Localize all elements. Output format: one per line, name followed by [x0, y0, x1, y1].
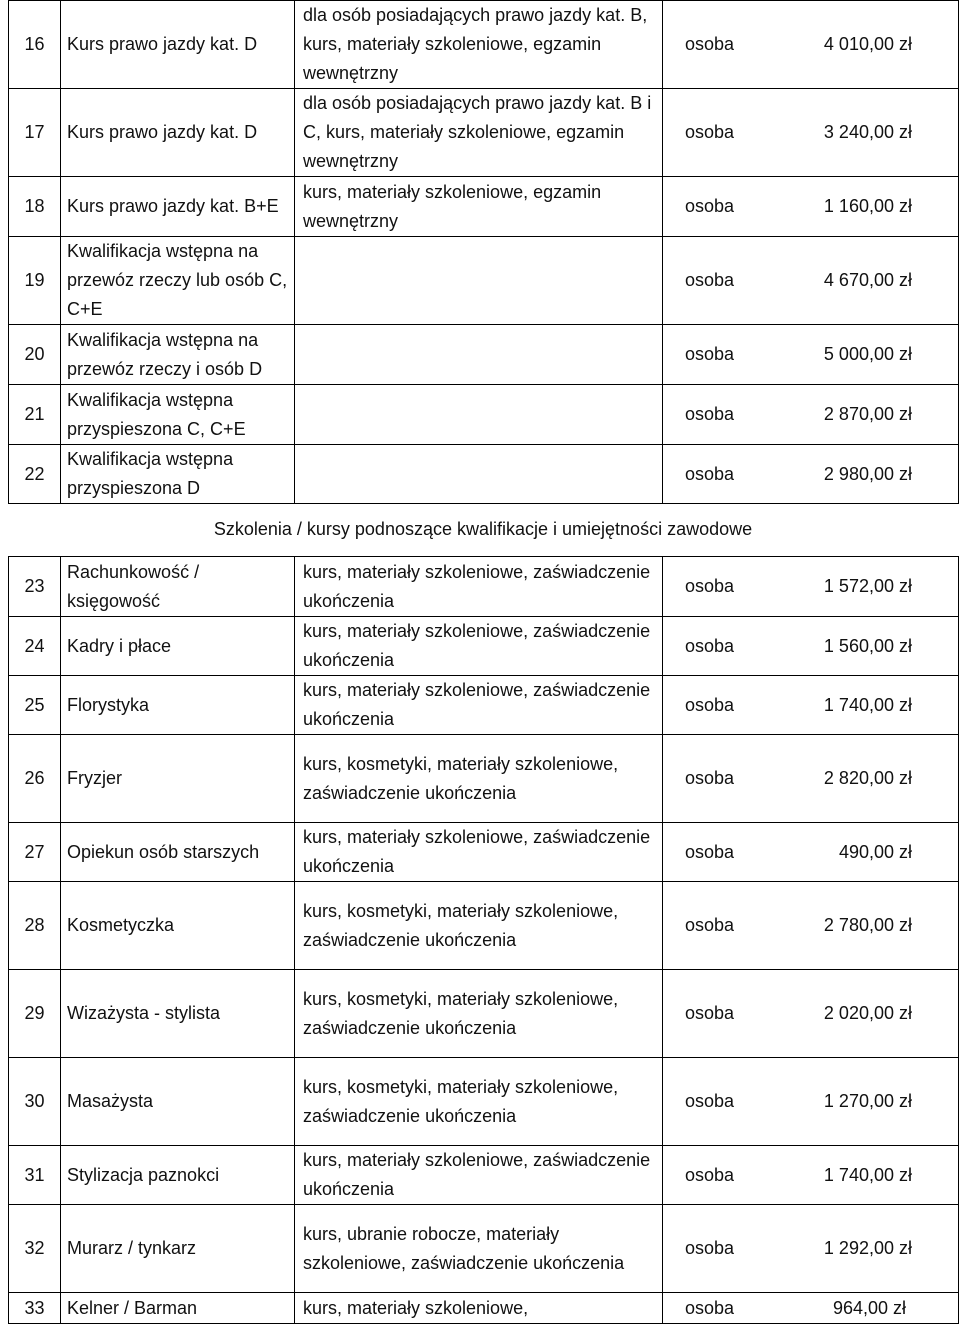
course-name: Kwalifikacja wstępna przyspieszona D — [61, 445, 295, 504]
price-value: 2 780,00 zł — [823, 915, 912, 935]
unit-label: osoba — [685, 694, 735, 715]
price-cell — [663, 237, 959, 325]
row-number: 18 — [9, 177, 61, 237]
unit-label: osoba — [685, 404, 735, 424]
course-name: Kadry i płace — [61, 617, 295, 676]
table-row — [9, 882, 959, 970]
course-name: Kelner / Barman — [61, 1293, 295, 1324]
price-value: 1 160,00 zł — [823, 196, 912, 216]
price-cell — [663, 1058, 959, 1146]
table-row — [9, 676, 959, 735]
course-scope — [295, 325, 663, 385]
course-name: Murarz / tynkarz — [61, 1205, 295, 1293]
table-row — [9, 1205, 959, 1293]
table-row — [9, 1, 959, 89]
course-name: Rachunkowość / księgowość — [61, 557, 295, 617]
unit-label: osoba — [685, 1003, 735, 1023]
row-number: 32 — [9, 1205, 61, 1293]
table-row — [9, 1293, 959, 1324]
course-scope: kurs, materiały szkoleniowe, — [295, 1293, 663, 1324]
unit-label: osoba — [685, 915, 735, 935]
unit-label: osoba — [685, 635, 735, 656]
table-row — [9, 325, 959, 385]
price-value: 1 292,00 zł — [823, 1238, 912, 1258]
course-scope: kurs, ubranie robocze, materiały szkoleniowe, zaświadczenie ukończenia — [295, 1205, 663, 1293]
price-cell — [663, 882, 959, 970]
price-value: 1 740,00 zł — [823, 1164, 912, 1185]
price-value: 1 270,00 zł — [823, 1091, 912, 1111]
price-value: 5 000,00 zł — [823, 344, 912, 364]
course-name: Masażysta — [61, 1058, 295, 1146]
course-name: Stylizacja paznokci — [61, 1146, 295, 1205]
table-row — [9, 735, 959, 823]
table-row — [9, 385, 959, 445]
course-name: Kurs prawo jazdy kat. D — [61, 89, 295, 177]
course-scope: kurs, kosmetyki, materiały szkoleniowe, zaświadczenie ukończenia — [295, 1058, 663, 1146]
course-scope: kurs, materiały szkoleniowe, zaświadczenie ukończenia — [295, 617, 663, 676]
course-scope — [295, 445, 663, 504]
course-scope: kurs, materiały szkoleniowe, zaświadczenie ukończenia — [295, 676, 663, 735]
course-name: Opiekun osób starszych — [61, 823, 295, 882]
price-cell — [663, 970, 959, 1058]
price-cell — [663, 1146, 959, 1205]
section-heading: Szkolenia / kursy podnoszące kwalifikacje i umiejętności zawodowe — [213, 519, 753, 539]
price-cell — [663, 676, 959, 735]
course-scope: kurs, materiały szkoleniowe, zaświadczenie ukończenia — [295, 823, 663, 882]
row-number: 20 — [9, 325, 61, 385]
row-number: 24 — [9, 617, 61, 676]
table-row — [9, 557, 959, 617]
row-number: 19 — [9, 237, 61, 325]
price-value: 490,00 zł — [838, 841, 912, 862]
unit-label: osoba — [685, 1238, 735, 1258]
row-number: 21 — [9, 385, 61, 445]
course-scope: kurs, materiały szkoleniowe, zaświadczenie ukończenia — [295, 1146, 663, 1205]
table-row — [9, 237, 959, 325]
course-name: Kurs prawo jazdy kat. B+E — [61, 177, 295, 237]
unit-label: osoba — [685, 1297, 735, 1318]
row-number: 22 — [9, 445, 61, 504]
price-value: 2 870,00 zł — [823, 404, 912, 424]
course-scope: dla osób posiadających prawo jazdy kat. B i C, kurs, materiały szkoleniowe, egzamin wewnętrzny — [295, 89, 663, 177]
price-value: 2 980,00 zł — [823, 463, 912, 484]
unit-label: osoba — [685, 768, 735, 788]
course-scope: kurs, kosmetyki, materiały szkoleniowe, zaświadczenie ukończenia — [295, 735, 663, 823]
unit-label: osoba — [685, 344, 735, 364]
row-number: 26 — [9, 735, 61, 823]
row-number: 28 — [9, 882, 61, 970]
unit-label: osoba — [685, 463, 735, 484]
price-cell — [663, 1, 959, 89]
unit-label: osoba — [685, 196, 735, 216]
price-cell — [663, 617, 959, 676]
course-scope: kurs, materiały szkoleniowe, zaświadczenie ukończenia — [295, 557, 663, 617]
row-number: 31 — [9, 1146, 61, 1205]
row-number: 30 — [9, 1058, 61, 1146]
row-number: 29 — [9, 970, 61, 1058]
price-cell — [663, 445, 959, 504]
professional-courses-table — [8, 556, 959, 1324]
course-scope: kurs, kosmetyki, materiały szkoleniowe, zaświadczenie ukończenia — [295, 970, 663, 1058]
price-cell — [663, 89, 959, 177]
unit-label: osoba — [685, 34, 735, 54]
driving-courses-table — [8, 0, 959, 504]
course-name: Kurs prawo jazdy kat. D — [61, 1, 295, 89]
course-scope: dla osób posiadających prawo jazdy kat. B, kurs, materiały szkoleniowe, egzamin wewnętrzny — [295, 1, 663, 89]
course-name: Fryzjer — [61, 735, 295, 823]
course-scope: kurs, materiały szkoleniowe, egzamin wewnętrzny — [295, 177, 663, 237]
price-cell — [663, 385, 959, 445]
price-cell — [663, 735, 959, 823]
course-name: Kwalifikacja wstępna na przewóz rzeczy lub osób C, C+E — [61, 237, 295, 325]
price-cell — [663, 557, 959, 617]
course-scope: kurs, kosmetyki, materiały szkoleniowe, zaświadczenie ukończenia — [295, 882, 663, 970]
table-row — [9, 823, 959, 882]
course-name: Kwalifikacja wstępna przyspieszona C, C+E — [61, 385, 295, 445]
unit-label: osoba — [685, 576, 735, 596]
course-name: Kwalifikacja wstępna na przewóz rzeczy i osób D — [61, 325, 295, 385]
table-row — [9, 1146, 959, 1205]
price-cell — [663, 177, 959, 237]
price-cell — [663, 1293, 959, 1324]
table-row — [9, 89, 959, 177]
price-value: 4 010,00 zł — [823, 34, 912, 54]
table-row — [9, 617, 959, 676]
price-value: 2 020,00 zł — [823, 1003, 912, 1023]
unit-label: osoba — [685, 122, 735, 142]
price-value: 1 560,00 zł — [823, 635, 912, 656]
course-scope — [295, 237, 663, 325]
unit-label: osoba — [685, 1091, 735, 1111]
row-number: 16 — [9, 1, 61, 89]
price-value: 1 740,00 zł — [823, 694, 912, 715]
price-value: 3 240,00 zł — [823, 122, 912, 142]
row-number: 25 — [9, 676, 61, 735]
row-number: 27 — [9, 823, 61, 882]
price-value: 1 572,00 zł — [823, 576, 912, 596]
row-number: 17 — [9, 89, 61, 177]
row-number: 23 — [9, 557, 61, 617]
price-value: 2 820,00 zł — [823, 768, 912, 788]
course-name: Florystyka — [61, 676, 295, 735]
price-value: 4 670,00 zł — [823, 270, 912, 290]
price-cell — [663, 325, 959, 385]
row-number: 33 — [9, 1293, 61, 1324]
course-scope — [295, 385, 663, 445]
table-row — [9, 445, 959, 504]
course-name: Kosmetyczka — [61, 882, 295, 970]
price-cell — [663, 823, 959, 882]
price-value: 964,00 zł — [832, 1297, 906, 1318]
unit-label: osoba — [685, 270, 735, 290]
course-name: Wizażysta - stylista — [61, 970, 295, 1058]
unit-label: osoba — [685, 1164, 735, 1185]
table-row — [9, 1058, 959, 1146]
price-cell — [663, 1205, 959, 1293]
unit-label: osoba — [685, 841, 735, 862]
table-row — [9, 970, 959, 1058]
table-row — [9, 177, 959, 237]
